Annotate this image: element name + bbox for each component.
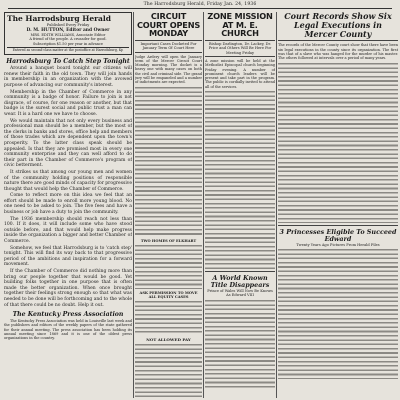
subheadline: Important Cases Docketed For January Term Of Court Here (135, 40, 202, 53)
editorial-paragraph: It strikes us that among our young men and women of the community holding positions of responsible nature there are good minds of capacity for progressive thought that would help the Chamber of Commerce. (4, 169, 132, 192)
article-text-block (205, 300, 275, 390)
article-text: A zone mission will be held at the Methodist Episcopal church beginning Friday evening. A number of prominent church leaders will be present and take part in the program. The public is cordially invited to attend all of the services. (205, 59, 275, 89)
headline: ZONE MISSION AT M. E. CHURCH (207, 12, 273, 39)
section-heading: NOT ALLOWED PAY (146, 336, 191, 342)
divider (278, 40, 398, 41)
editorial-heading: Harrodsburg To Catch Step Tonight (6, 58, 130, 66)
masthead-line: MRS. EDITH WILLIAMS, Associate Editor (30, 33, 106, 37)
article-text-block (278, 63, 398, 223)
page-folio: The Harrodsburg Herald, Friday Jan. 24, 1936 (8, 1, 392, 9)
column-rule (276, 12, 277, 398)
divider (278, 225, 398, 226)
masthead-title: The Harrodsburg Herald (7, 14, 112, 23)
article-text-block (135, 301, 202, 335)
editorial-paragraph: The Kentucky Press Association was held in Louisville last week and the publishers and editors of the weekly papers of the state gathered for their annual meeting. The press association has been holding its annual meeting since 1869 and it is one of the oldest press organizations in the country. (4, 319, 132, 341)
masthead-owner: D. M. HUTTON, Editor and Owner (26, 28, 110, 33)
editorial-heading: The Kentucky Press Association (12, 311, 124, 319)
masthead-footer: Entered as second-class matter at the postoffice at Harrodsburg, Ky. (7, 47, 129, 52)
editorial-column (4, 12, 132, 398)
subheadline: Prince of Wales Will Now Be Known As Edward VIII (207, 289, 273, 298)
news-column-circuit-court (135, 12, 202, 398)
section-heading: TWO HOMES OF ELKHART (140, 238, 197, 243)
editorial-paragraph: If the Chamber of Commerce did nothing more than bring our people together that would be good. Yet building folks together in one purpose that is often made the better organization. When once brought together their feelings strong enough so that what was needed to be done will be forthcoming and to the whole of that there could be no doubt. Help it out. (4, 269, 132, 308)
editorial-paragraph: Come to reflect more on this idea we feel that an effort should be made to enroll more young blood. No one need to be asked to join. The five fees and have a business or job have a duty to join the community. (4, 193, 132, 216)
editorial-paragraph: The 1936 membership should reach not less than 100. If it does, it will include some who have stood outside before, and that would help make progress inside the organization a bigger and better Chamber of Commerce. (4, 216, 132, 245)
editorial-paragraph: Membership in the Chamber of Commerce in any community is a badge of honor. Failure to join is not disgrace, of course, for one reason or another, but that badge is the surest social and public trust a man can wear. It is a hard one we have to choose. (4, 89, 132, 117)
article-text: The records of the Mercer County court show that there have been six legal executions in the county since its organization. The first was that of a slave who was hanged for the murder of his master. The others followed at intervals over a period of many years. (278, 43, 398, 61)
editorial-paragraph: We would maintain that not only every business and professional man should be a member, but the most of the clerks in banks and stores, office help and members of those trades which are dependent upon the town's prosperity. To the latter class speak should be appealed. Is that they are promised most in every one community enterprise and they can well afford to do their part in the Chamber of Commerce's program of civic betterment. (4, 118, 132, 169)
masthead-subtitle: Published Every Friday (46, 23, 90, 27)
article-text-block (135, 87, 202, 237)
headline: A World Known Title Disappears (210, 274, 270, 290)
masthead-line: A friend of the people. A crusader for good. (29, 37, 107, 42)
article-text-block (278, 249, 398, 379)
section-heading: ASK PERMISSION TO MOVE ALL EQUITY CASES (139, 290, 198, 299)
headline: Court Records Show Six Legal Executions in Mercer County (284, 12, 392, 39)
masthead (4, 12, 132, 55)
editorial-paragraph: Around a banquet board tonight our citizens will renew their faith in the old town. They will join hands in membership in an organization with the avowed purpose of advancing our community's interest. (4, 66, 132, 88)
column-rule (133, 12, 134, 398)
headline: 3 Princesses Eligible To Succeed Edward (279, 227, 397, 243)
subheadline: Twenty Years Ago Pictures From Herald Files (296, 242, 380, 247)
subheadline: Bishop Darlington, Dr. Lackey, Dr. Price and Others Will Be Here For Meeting Friday (205, 40, 275, 57)
column-rule (203, 12, 204, 398)
article-text-block (135, 344, 202, 398)
masthead-line: Subscription $1.50 per year in advance (33, 41, 103, 46)
divider (205, 271, 275, 272)
news-column-zone-mission (205, 12, 275, 398)
editorial-paragraph: Somehow, we feel that Harrodsburg is to 'catch step' tonight. This will find its way back to that progressive period of the ambitions and inspiration for a forward movement. (4, 245, 132, 268)
article-text: Judge Ardery will open the January term of the Mercer Circuit Court Monday morning. The docket is a heavy one with many cases on both the civil and criminal side. The grand jury will be empaneled and a number of indictments are expected. (135, 54, 202, 85)
article-text-block (205, 91, 275, 269)
headline: CIRCUIT COURT OPENS MONDAY (136, 12, 201, 39)
news-column-court-records (278, 12, 398, 398)
article-text-block (135, 245, 202, 289)
